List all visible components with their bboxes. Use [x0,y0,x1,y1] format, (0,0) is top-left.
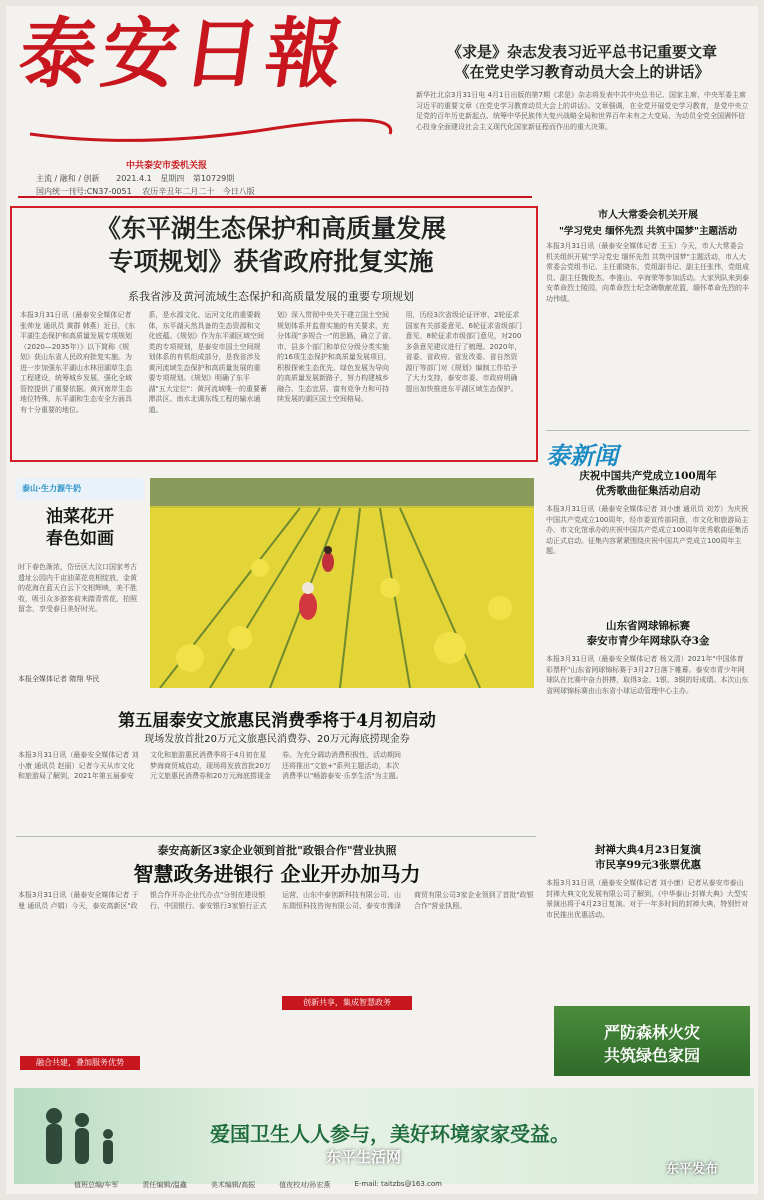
footer-editor-3: 美术编辑/高振 [210,1181,256,1189]
tai-story3-title-line1: 封禅大典4月23日复演 [595,844,701,856]
sidebar-story-1 [546,206,750,417]
masthead-issue: 第10729期 [192,174,235,183]
masthead-meta-line2: 国内统一刊号:CN37-0051 [36,187,132,196]
family-silhouette-icon [24,1098,144,1178]
tai-story-3 [546,842,750,988]
watermark-left: 东平生活网 [326,1148,402,1166]
lead-story-columns [20,310,524,452]
gov-subhead-2: 融合共建，叠加服务优势 [20,1056,140,1070]
masthead-subtitle: 中共泰安市委机关报 [126,161,208,171]
tai-story-1 [546,468,750,594]
feature-badge-text: 泰山·生力源牛奶 [22,484,82,493]
top-news-body: 新华社北京3月31日电 4月1日出版的第7期《求是》杂志将发表中共中央总书记、国家主席、中央军委主席习近平的重要文章《在党史学习教育动员大会上的讲话》。文章强调，在全党开展党史学习教育，是党中央立足党的百年历史新起点、统筹中华民族伟大复兴战略全局和世界百年未有之大变局、为动员全党全国满怀信心投身全面建设社会主义现代化国家新征程而作出的重大决策。 [416,91,749,131]
sidebar1-kicker: 市人大常委会机关开展 [598,210,698,221]
consumption-headline: 第五届泰安文旅惠民消费季将于4月初启动 [118,711,436,731]
tai-story1-body: 本报3月31日讯（最泰安全媒体记者 刘小康 通讯员 刘芳）为庆祝中国共产党成立100周年，经市委宣传部同意，市文化和旅游局主办、市文化馆承办的庆祝中国共产党成立100周年优秀歌曲征集活动正式启动。征集内容紧紧围绕庆祝中国共产党成立100周年主题。 [546,505,749,555]
lead-subheadline: 系我省涉及黄河流域生态保护和高质量发展的重要专项规划 [128,290,414,303]
newspaper-page [6,6,758,1194]
masthead-date: 2021.4.1 [116,174,152,183]
tai-story1-title-line1: 庆祝中国共产党成立100周年 [579,470,717,482]
gov-subhead-1: 创新共享，集成智慧政务 [282,996,412,1010]
feature-body: 时下春色渐浓，岱岳区大汶口国家考古遗址公园内千亩油菜花竞相绽放，金黄的花海在蓝天白云下交相辉映，美不胜收，吸引众多游客前来踏青赏花，拍照留念，享受春日美好时光。 [18,563,137,613]
gov-divider [16,836,536,837]
sidebar1-body: 本报3月31日讯（最泰安全媒体记者 王玉）今天，市人大常委会机关组织开展"学习党史 缅怀先烈 共筑中国梦"主题活动，市人大常委会党组书记、主任霍晓东，党组副书记、副主任张伟，党组成员、副主任魏俊杰、李淮山、辛海荣等参加活动。大家列队来到泰安革命烈士陵园，向革命烈士纪念碑敬献花篮，缅怀革命先烈的丰功伟绩。 [546,242,749,303]
tai-story2-title-line1: 山东省网球锦标赛 [606,620,690,632]
tai-xinwen-logo: 泰新闻 [546,441,618,470]
lead-col-3: 划》深入贯彻中央关于建立国土空间规划体系并监督实施的有关要求，充分体现"多规合一"的思路，确立了省、市、县多个部门和单位分级分类实施的16项生态保护和高质量发展项目，积极探索生态优先、绿色发展为导向的高质量发展新路子，努力构建城乡融合、生态宜居、富有竞争力和可持续发展的湖区国土空间格局。 [277,311,396,403]
footer-editor-4: 值夜校对/孙宏燕 [279,1181,331,1189]
gov-kicker: 泰安高新区3家企业领到首批"政银合作"营业执照 [157,844,397,857]
gov-body: 本报3月31日讯（最泰安全媒体记者 于曼 通讯员 卢娟）今天，泰安高新区"政银合作开办企业代办点"分别在建设银行、中国银行、泰安银行3家银行正式运营，山东中泰创新科技有限公司、山东瑞恒科技咨询有限公司、泰安市豫泽商贸有限公司3家企业领到了首批"政银合作"营业执照。 [18,891,534,910]
forest-fire-ad [554,1006,750,1076]
feature-credit: 本报全媒体记者 隋翔 华民 [18,675,100,683]
lead-col-2: 系，是水源文化、运河文化的重要载体，东平湖天然具备的生态资源和文化底蕴。《规划》作为东平湖区域空间类的专项规划，是泰安市国土空间规划体系的有机组成部分，是我省涉及黄河流域生态保护和高质量发展的重要专项规划。《规划》明确了东平湖"五大定位"：黄河流域唯一的重要蓄滞洪区、南水北调东线工程的输水通道。 [148,311,267,414]
tai-story3-body: 本报3月31日讯（最泰安全媒体记者 刘小康）记者从泰安市泰山封禅大典文化发展有限公司了解到，《中华泰山·封禅大典》大型实景演出将于4月23日复演。对于一年多时间的封禅大典，特别针对市民推出优惠活动。 [546,879,749,919]
tai-story2-title-line2: 泰安市青少年网球队夺3金 [586,635,710,647]
forest-ad-line1: 严防森林火灾 [603,1023,700,1042]
consumption-body: 本报3月31日讯（最泰安全媒体记者 刘小康 通讯员 赵丽）记者今天从市文化和旅游局了解到，2021年第五届泰安文化和旅游惠民消费季将于4月初在星梦海商贸城启动，现场将发放首批20万元文旅惠民消费券和20万元海底捞现金券。为充分调动消费积极性，活动期间还将推出"文旅+"系列主题活动，本次消费季以"畅游泰安·乐享生活"为主题。 [18,751,403,780]
lead-col-4: 用，历经3次省级论证评审、2轮征求国家有关部委意见、6轮征求省级部门意见、8轮征求市级部门意见，对200多条意见建议进行了梳理。2020年，省委、省政府、省发改委、省自然资源厅等部门对《规划》编制工作给予了大力支持，泰安市委、市政府明确提出加快推进东平湖区域生态保护。 [405,311,522,393]
top-news-line1: 《求是》杂志发表习近平总书记重要文章 [446,43,717,61]
footer-credits [14,1180,758,1192]
lead-headline-line1: 《东平湖生态保护和高质量发展 [95,214,446,243]
feature-headline [16,506,144,550]
tai-story1-title-line2: 优秀歌曲征集活动启动 [595,485,701,497]
tai-story3-title-line2: 市民享99元3张票优惠 [595,859,701,871]
sidebar-divider [546,430,750,431]
forest-ad-line2: 共筑绿色家园 [603,1046,700,1065]
lead-headline-line2: 专项规划》获省政府批复实施 [108,247,434,276]
footer-editor-2: 责任编辑/温鑫 [142,1181,187,1189]
masthead-meta [36,172,255,198]
masthead-decoration [20,104,400,154]
gov-headline: 智慧政务进银行 企业开办加马力 [133,862,421,886]
masthead-meta-line1: 主流 / 融和 / 创新 [36,174,100,183]
masthead-pages: 今日八版 [222,187,255,196]
tai-story2-body: 本报3月31日讯（最泰安全媒体记者 杨文清）2021年"中国体育彩票杯"山东省网球锦标赛于3月27日落下帷幕。泰安市青少年网球队在比赛中奋力拼搏，取得3金、1银、3铜的好成绩。本次山东省网球锦标赛由山东省小球运动管理中心主办。 [546,655,749,695]
masthead-weekday: 星期四 [160,174,185,183]
tai-story-2 [546,618,750,784]
lead-col-1: 本报3月31日讯（最泰安全媒体记者 张帅龙 通讯员 黄群 韩燕）近日，《东平湖生态保护和高质量发展专项规划（2020—2035年）》以下简称《规划》获山东省人民政府批复实施。为进一步加强东平湖山水林田湖草生态工程建设，统筹城乡发展，强化全域管控提供了重要依据。黄河南岸生态地位特殊，东平湖和生态安全方面具有十分重要的地位。 [20,311,136,414]
masthead-lunar: 农历辛丑年二月二十 [142,187,215,196]
feature-headline-line1: 油菜花开 [46,507,114,527]
hygiene-slogan: 爱国卫生人人参与，美好环境家家受益。 [210,1122,570,1146]
top-news-line2: 《在党史学习教育动员大会上的讲话》 [454,63,710,81]
masthead-title: 泰安日報 [13,9,355,98]
rapeseed-field-photo [150,478,534,688]
watermark-right: 东平发布 [666,1162,719,1177]
consumption-subheadline: 现场发放首批20万元文旅惠民消费券、20万元海底捞现金券 [144,734,410,745]
hygiene-ad-banner [14,1088,754,1184]
footer-editor-1: 值班总编/车军 [74,1181,119,1189]
lead-headline [24,212,518,278]
top-news-headline [412,42,752,82]
masthead-rule [18,196,532,198]
feature-badge [16,478,144,500]
sidebar1-headline: "学习党史 缅怀先烈 共筑中国梦"主题活动 [558,226,737,237]
footer-email: E-mail: taitzbs@163.com [354,1180,442,1188]
feature-headline-line2: 春色如画 [46,529,114,549]
